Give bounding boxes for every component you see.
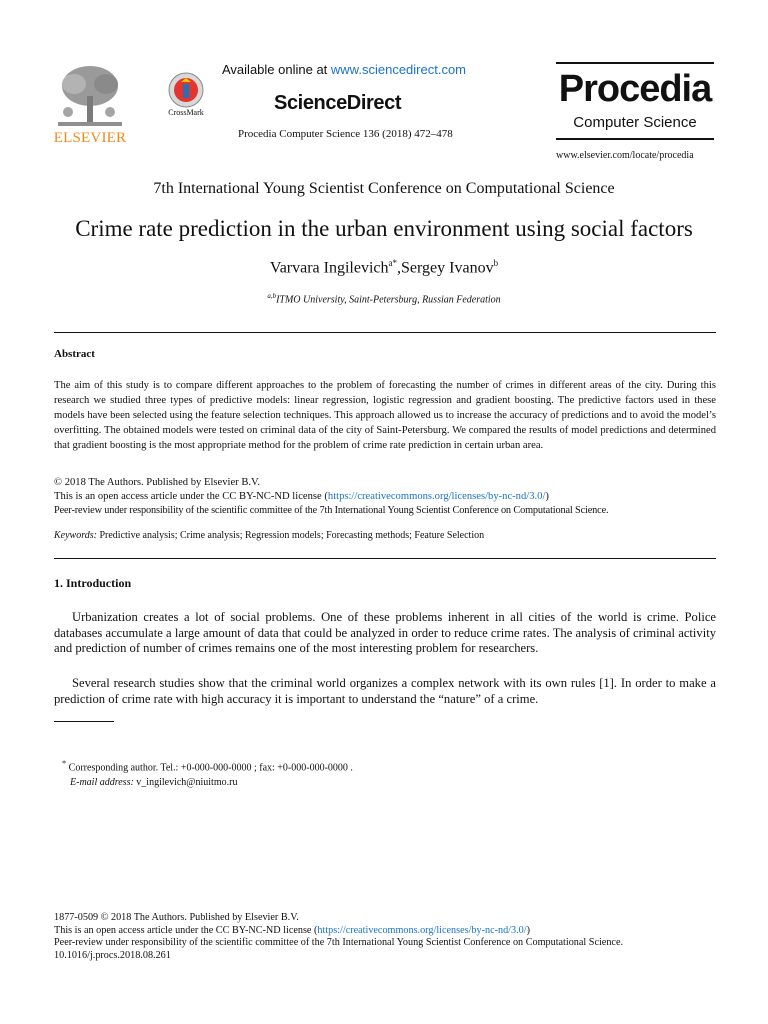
conference-name: 7th International Young Scientist Conference on Computational Science (153, 180, 615, 197)
keywords-label: Keywords: (54, 530, 97, 541)
footer-license-prefix: This is an open access article under the CC BY-NC-ND license ( (54, 924, 318, 936)
divider-top (54, 332, 716, 333)
intro-paragraph-2: Several research studies show that the criminal world organizes a complex network with its own rules [1]. In order to make a prediction of crime rate with high accuracy it is important to understand the “nature” of a crime. (54, 676, 716, 706)
sciencedirect-link[interactable]: www.sciencedirect.com (330, 62, 467, 77)
crossmark-label: CrossMark (168, 108, 204, 117)
footer-peer-review: Peer-review under responsibility of the scientific committee of the 7th International Young Scientist Conference on Computational Science. (54, 937, 624, 949)
availability-line (222, 62, 466, 77)
email-label: E-mail address: (70, 777, 134, 789)
section-heading-introduction: 1. Introduction (54, 576, 132, 590)
elsevier-wordmark: ELSEVIER (53, 130, 127, 146)
author-2-superscript: b (493, 258, 499, 268)
intro-paragraph-1: Urbanization creates a lot of social problems. One of these problems inherent in all cities of the world is crime. Police databases accumulate a large amount of data that could be analyzed in order to reduce crime rates. The analysis of criminal activity and prediction of number of crimes remains one of the most interesting problem for researchers. (54, 610, 716, 656)
abstract-heading: Abstract (54, 348, 95, 360)
affiliation-text: ITMO University, Saint-Petersburg, Russian Federation (276, 294, 501, 306)
footnote (62, 756, 353, 790)
footnote-rule (54, 721, 114, 722)
footer-license-link[interactable]: https://creativecommons.org/licenses/by-nc-nd/3.0/ (317, 924, 527, 936)
procedia-bottom-rule (556, 138, 714, 140)
page-footer (54, 912, 734, 962)
footer-issn-line: 1877-0509 © 2018 The Authors. Published by Elsevier B.V. (54, 912, 299, 923)
divider-bottom (54, 558, 716, 559)
footnote-line-2 (62, 775, 353, 790)
paper-title: Crime rate prediction in the urban environment using social factors (75, 216, 693, 241)
copyright-line: © 2018 The Authors. Published by Elsevier B.V. (54, 477, 260, 488)
author-line (0, 258, 768, 277)
author-1: Varvara Ingilevich (269, 259, 389, 277)
keywords-line (54, 530, 716, 541)
affiliation (0, 292, 768, 305)
footer-license-suffix: ) (526, 924, 530, 936)
email-address[interactable]: v_ingilevich@niuitmo.ru (133, 777, 238, 789)
sciencedirect-wordmark: ScienceDirect (274, 92, 402, 114)
footnote-line-1 (62, 756, 353, 775)
author-2: ,Sergey Ivanov (397, 259, 494, 277)
abstract-copyright-block (54, 476, 724, 518)
license-prefix: This is an open access article under the CC BY-NC-ND license ( (54, 491, 328, 502)
footnote-contact: Corresponding author. Tel.: +0-000-000-0000 ; fax: +0-000-000-0000 . (66, 762, 353, 774)
footnote-mark: * (62, 759, 67, 768)
license-link[interactable]: https://creativecommons.org/licenses/by-nc-nd/3.0/ (327, 491, 546, 502)
procedia-subtitle: Computer Science (573, 114, 697, 131)
affiliation-superscript: a,b (267, 292, 277, 300)
author-1-superscript: a* (388, 258, 398, 268)
procedia-title: Procedia (558, 68, 712, 110)
peer-review-line: Peer-review under responsibility of the scientific committee of the 7th International Young Scientist Conference on Computational Science. (54, 505, 609, 516)
keywords-list: Predictive analysis; Crime analysis; Regression models; Forecasting methods; Feature Selection (96, 530, 485, 541)
abstract-text: The aim of this study is to compare different approaches to the problem of forecasting the number of crimes in different areas of the city. During this research we studied three types of predictive models: linear regression, logistic regression and gradient boosting. The predictive factors used in these models have been selected using the feature selection techniques. This approach allowed us to increase the accuracy of predictions and to avoid the model’s overfitting. The obtained models were tested on criminal data of the city of Saint-Petersburg. We compared the results of model predictions and determined that gradient boosting is the most appropriate method for the problem of crime rate prediction in certain urban area. (54, 380, 716, 451)
procedia-url[interactable]: www.elsevier.com/locate/procedia (556, 150, 694, 161)
footer-doi[interactable]: 10.1016/j.procs.2018.08.261 (54, 949, 171, 961)
license-line (54, 490, 724, 504)
journal-citation: Procedia Computer Science 136 (2018) 472–478 (238, 128, 453, 140)
procedia-logo (556, 62, 714, 146)
license-suffix: ) (545, 491, 549, 502)
footer-license-line (54, 925, 734, 938)
procedia-top-rule (556, 62, 714, 64)
availability-prefix: Available online at (222, 62, 331, 77)
